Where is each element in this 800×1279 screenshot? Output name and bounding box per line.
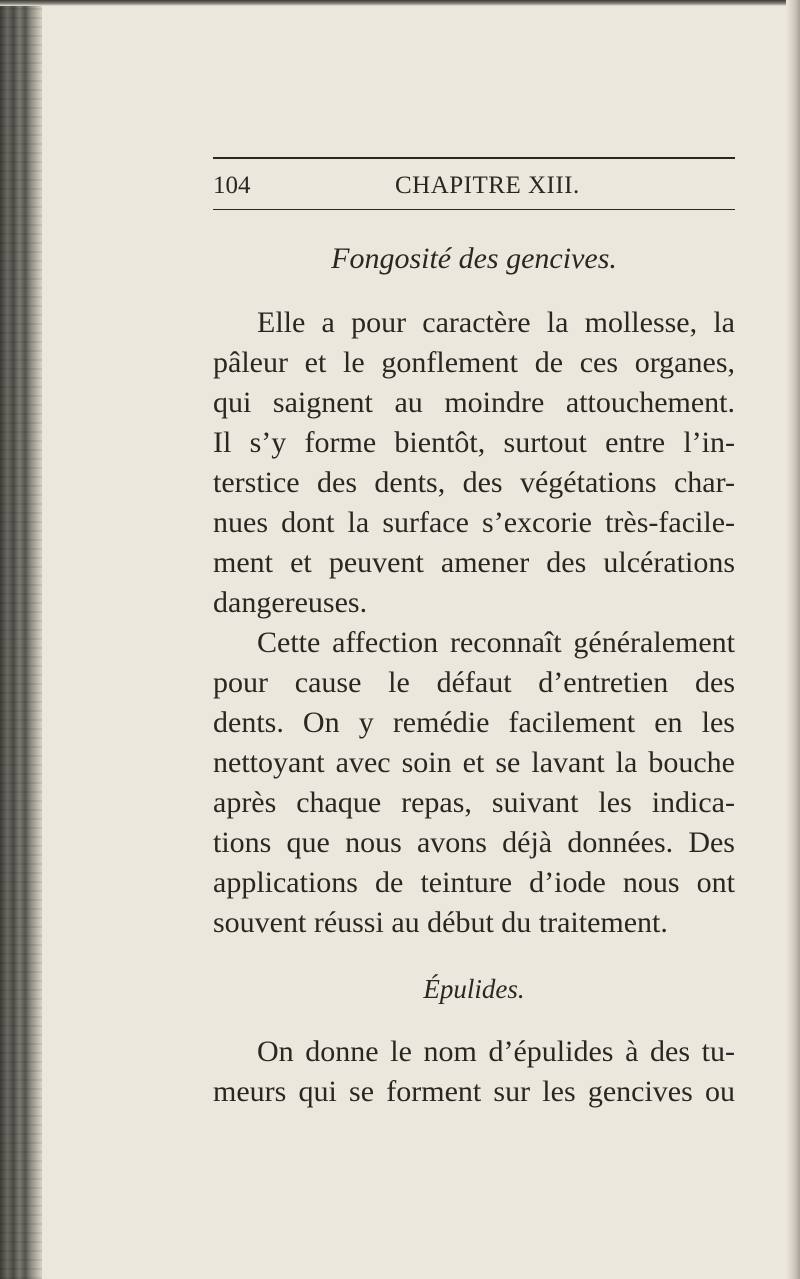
binding-texture xyxy=(0,0,42,1279)
header-rule-top xyxy=(213,157,735,159)
running-header xyxy=(213,172,735,208)
paragraph-line: après chaque repas, suivant les indica- xyxy=(213,786,735,819)
paragraph-line: dangereuses. xyxy=(213,586,368,619)
paragraph-line: tions que nous avons déjà données. Des xyxy=(213,826,735,859)
paragraph-line: On donne le nom d’épulides à des tu- xyxy=(257,1035,735,1068)
paragraph-line: ment et peuvent amener des ulcérations xyxy=(213,546,735,579)
page-right-edge xyxy=(786,0,800,1279)
header-rule-bottom xyxy=(213,209,735,210)
paragraph-line: qui saignent au moindre attouchement. xyxy=(213,386,735,419)
chapter-title: CHAPITRE XIII. xyxy=(395,172,580,199)
paragraph-line: applications de teinture d’iode nous ont xyxy=(213,866,735,899)
page-top-edge xyxy=(0,0,800,6)
section-title-epulides: Épulides. xyxy=(423,974,525,1004)
paragraph-line: terstice des dents, des végétations char- xyxy=(213,466,735,499)
paragraph-line: pâleur et le gonflement de ces organes, xyxy=(213,346,735,379)
paragraph-line: Elle a pour caractère la mollesse, la xyxy=(257,306,735,339)
paragraph-line: pour cause le défaut d’entretien des xyxy=(213,666,735,699)
paragraph-line: nues dont la surface s’excorie très-facile- xyxy=(213,506,735,539)
page-number: 104 xyxy=(213,172,251,199)
paragraph-line: nettoyant avec soin et se lavant la bouche xyxy=(213,746,735,779)
paragraph-line: dents. On y remédie facilement en les xyxy=(213,706,735,739)
section-title-fongosite: Fongosité des gencives. xyxy=(331,242,617,275)
paragraph-line: Il s’y forme bientôt, surtout entre l’in- xyxy=(213,426,735,459)
paragraph-line: souvent réussi au début du traitement. xyxy=(213,906,668,939)
paragraph-line: Cette affection reconnaît généralement xyxy=(257,626,735,659)
paragraph-line: meurs qui se forment sur les gencives ou xyxy=(213,1075,735,1108)
